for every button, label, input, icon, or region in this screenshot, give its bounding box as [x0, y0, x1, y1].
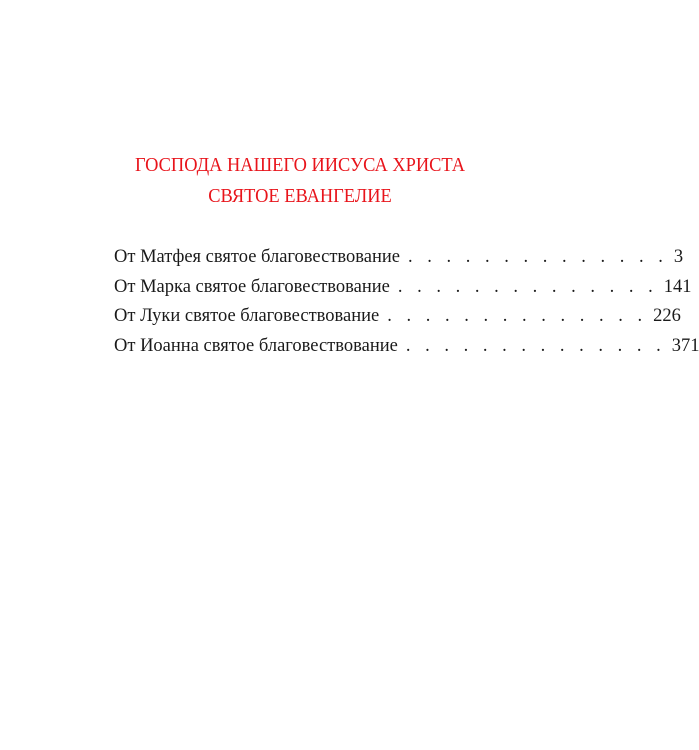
- toc-dot-leader: . . . . . . . . . . . . . .: [405, 335, 666, 356]
- toc-dot-leader: . . . . . . . . . . . . . .: [387, 306, 648, 326]
- toc-entry-title: От Луки святое благовествование: [114, 306, 380, 326]
- toc-page-number: 3: [673, 247, 684, 267]
- toc-entry-mark: [114, 273, 692, 303]
- toc-dot-leader: . . . . . . . . . . . . . .: [397, 276, 658, 297]
- toc-dot-leader: . . . . . . . . . . . . . .: [407, 247, 668, 267]
- toc-entry-john: [114, 332, 699, 362]
- section-heading: [24, 150, 576, 212]
- toc-entry-title: От Марка святое благовествование: [114, 276, 390, 297]
- toc-entry-luke: [114, 302, 681, 332]
- toc-page-number: 226: [653, 306, 681, 326]
- heading-line-1: ГОСПОДА НАШЕГО ИИСУСА ХРИСТА: [134, 154, 466, 176]
- toc-entry-title: От Иоанна святое благовествование: [114, 335, 398, 356]
- table-of-contents: [114, 243, 699, 361]
- toc-entry-matthew: [114, 243, 684, 273]
- toc-entry-title: От Матфея святое благовествование: [114, 247, 400, 267]
- toc-page-number: 141: [663, 276, 692, 297]
- heading-line-2: СВЯТОЕ ЕВАНГЕЛИЕ: [208, 185, 392, 207]
- toc-page-number: 371: [671, 335, 699, 356]
